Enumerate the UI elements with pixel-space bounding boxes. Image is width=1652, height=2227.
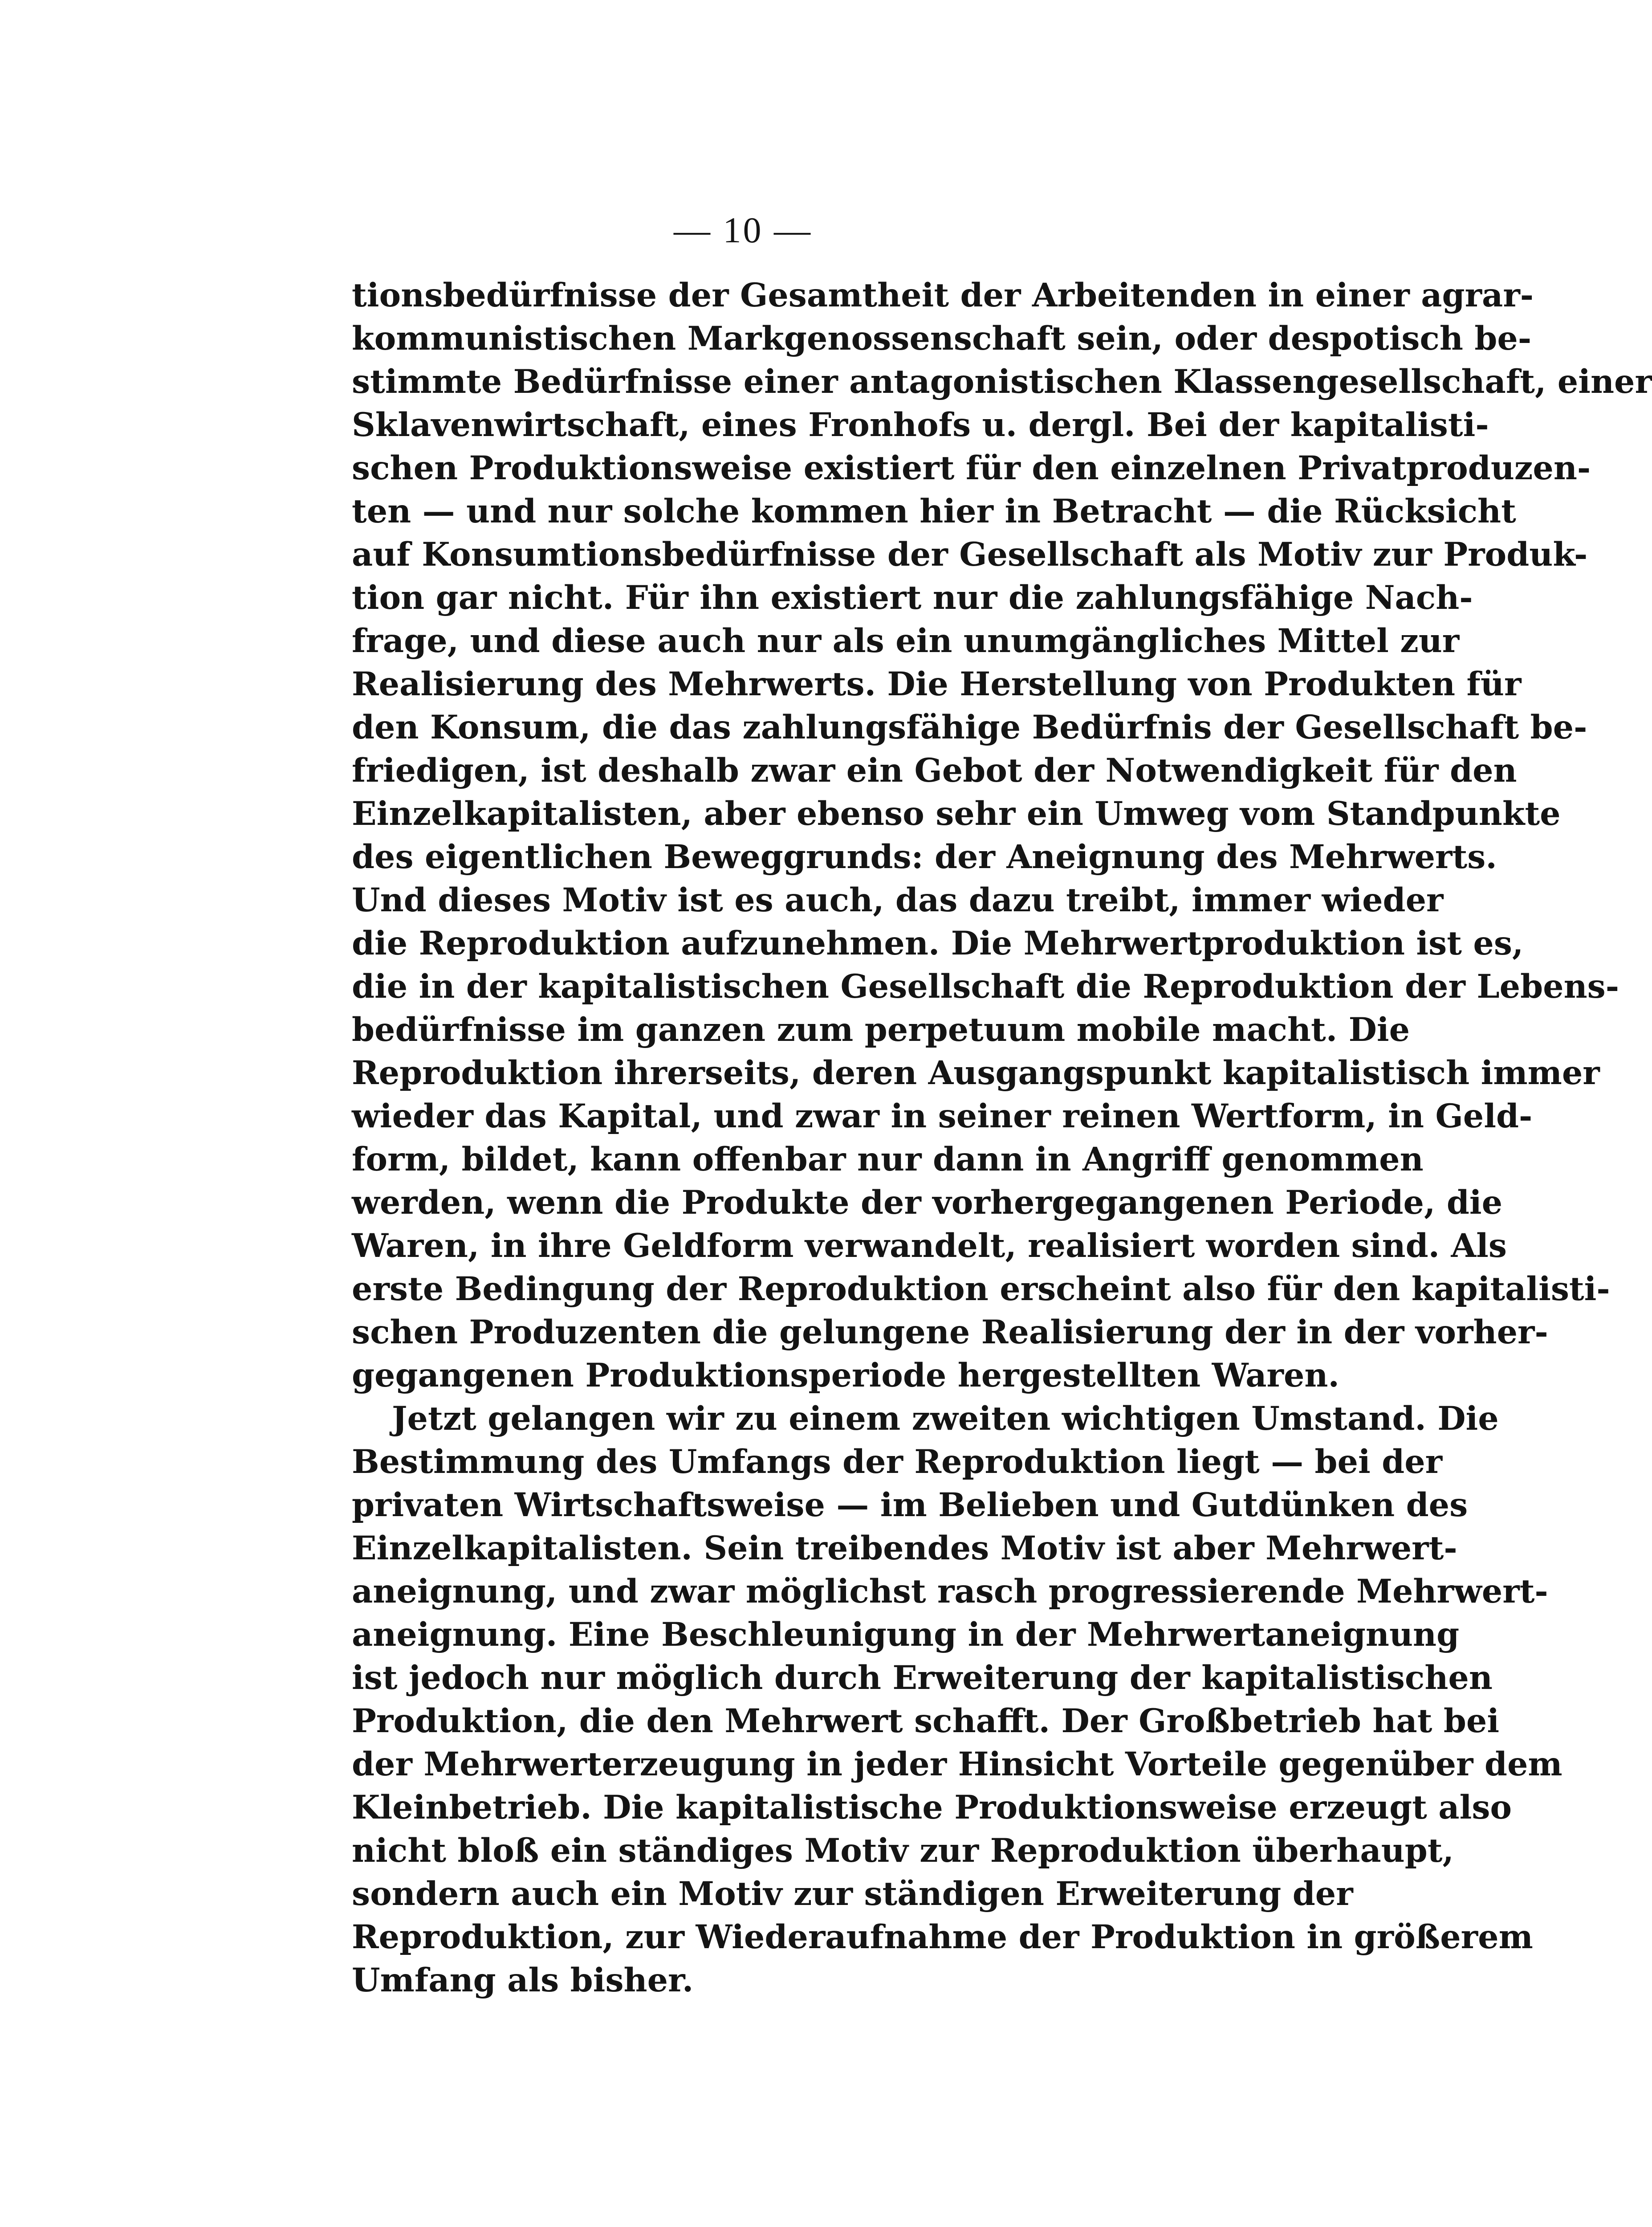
- text-line: Bestimmung des Umfangs der Reproduktion liegt — bei der: [352, 1443, 1443, 1481]
- text-line: privaten Wirtschaftsweise — im Belieben und Gutdünken des: [352, 1486, 1468, 1524]
- text-line: Umfang als bisher.: [352, 1961, 694, 1999]
- text-line: Reproduktion ihrerseits, deren Ausgangspunkt kapitalistisch immer: [352, 1054, 1600, 1092]
- text-line: Kleinbetrieb. Die kapitalistische Produktionsweise erzeugt also: [352, 1788, 1512, 1827]
- text-line: ten — und nur solche kommen hier in Betracht — die Rücksicht: [352, 492, 1516, 530]
- text-line: den Konsum, die das zahlungsfähige Bedürfnis der Gesellschaft be-: [352, 708, 1587, 746]
- text-line: der Mehrwerterzeugung in jeder Hinsicht Vorteile gegenüber dem: [352, 1745, 1562, 1783]
- text-line: auf Konsumtionsbedürfnisse der Gesellschaft als Motiv zur Produk-: [352, 535, 1588, 574]
- text-line: aneignung. Eine Beschleunigung in der Mehrwertaneignung: [352, 1615, 1460, 1654]
- text-line: wieder das Kapital, und zwar in seiner reinen Wertform, in Geld-: [352, 1097, 1533, 1135]
- text-line: schen Produktionsweise existiert für den einzelnen Privatproduzen-: [352, 449, 1591, 487]
- text-line: Und dieses Motiv ist es auch, das dazu treibt, immer wieder: [352, 881, 1444, 919]
- text-line: Einzelkapitalisten, aber ebenso sehr ein Umweg vom Standpunkte: [352, 795, 1561, 833]
- text-line: Sklavenwirtschaft, eines Fronhofs u. dergl. Bei der kapitalisti-: [352, 406, 1489, 444]
- text-line: erste Bedingung der Reproduktion erscheint also für den kapitalisti-: [352, 1270, 1610, 1308]
- text-line: tionsbedürfnisse der Gesamtheit der Arbeitenden in einer agrar-: [352, 276, 1534, 314]
- text-line: Realisierung des Mehrwerts. Die Herstellung von Produkten für: [352, 665, 1522, 703]
- text-line: aneignung, und zwar möglichst rasch progressierende Mehrwert-: [352, 1572, 1548, 1611]
- text-line: form, bildet, kann offenbar nur dann in Angriff genommen: [352, 1140, 1424, 1179]
- text-line: stimmte Bedürfnisse einer antagonistischen Klassengesellschaft, einer: [352, 363, 1652, 401]
- text-line: die Reproduktion aufzunehmen. Die Mehrwertproduktion ist es,: [352, 924, 1524, 963]
- text-line: tion gar nicht. Für ihn existiert nur die zahlungsfähige Nach-: [352, 579, 1473, 617]
- page-number: — 10 —: [674, 210, 812, 250]
- text-line: die in der kapitalistischen Gesellschaft die Reproduktion der Lebens-: [352, 967, 1619, 1006]
- text-line: friedigen, ist deshalb zwar ein Gebot der Notwendigkeit für den: [352, 751, 1517, 790]
- text-line: Einzelkapitalisten. Sein treibendes Motiv ist aber Mehrwert-: [352, 1529, 1457, 1567]
- text-line: ist jedoch nur möglich durch Erweiterung der kapitalistischen: [352, 1659, 1493, 1697]
- text-line: des eigentlichen Beweggrunds: der Aneignung des Mehrwerts.: [352, 838, 1497, 876]
- text-line: sondern auch ein Motiv zur ständigen Erweiterung der: [352, 1875, 1353, 1913]
- text-line: Reproduktion, zur Wiederaufnahme der Produktion in größerem: [352, 1918, 1533, 1956]
- text-line: gegangenen Produktionsperiode hergestellten Waren.: [352, 1356, 1339, 1395]
- text-line: frage, und diese auch nur als ein unumgängliches Mittel zur: [352, 622, 1460, 660]
- body-text: [352, 274, 1652, 2002]
- text-line: werden, wenn die Produkte der vorhergegangenen Periode, die: [352, 1183, 1503, 1222]
- text-line: Jetzt gelangen wir zu einem zweiten wichtigen Umstand. Die: [392, 1399, 1499, 1438]
- text-line: Produktion, die den Mehrwert schafft. Der Großbetrieb hat bei: [352, 1702, 1500, 1740]
- text-line: schen Produzenten die gelungene Realisierung der in der vorher-: [352, 1313, 1548, 1351]
- text-line: bedürfnisse im ganzen zum perpetuum mobile macht. Die: [352, 1011, 1410, 1049]
- text-line: Waren, in ihre Geldform verwandelt, realisiert worden sind. Als: [352, 1227, 1507, 1265]
- text-line: nicht bloß ein ständiges Motiv zur Reproduktion überhaupt,: [352, 1831, 1454, 1870]
- text-line: kommunistischen Markgenossenschaft sein, oder despotisch be-: [352, 319, 1532, 358]
